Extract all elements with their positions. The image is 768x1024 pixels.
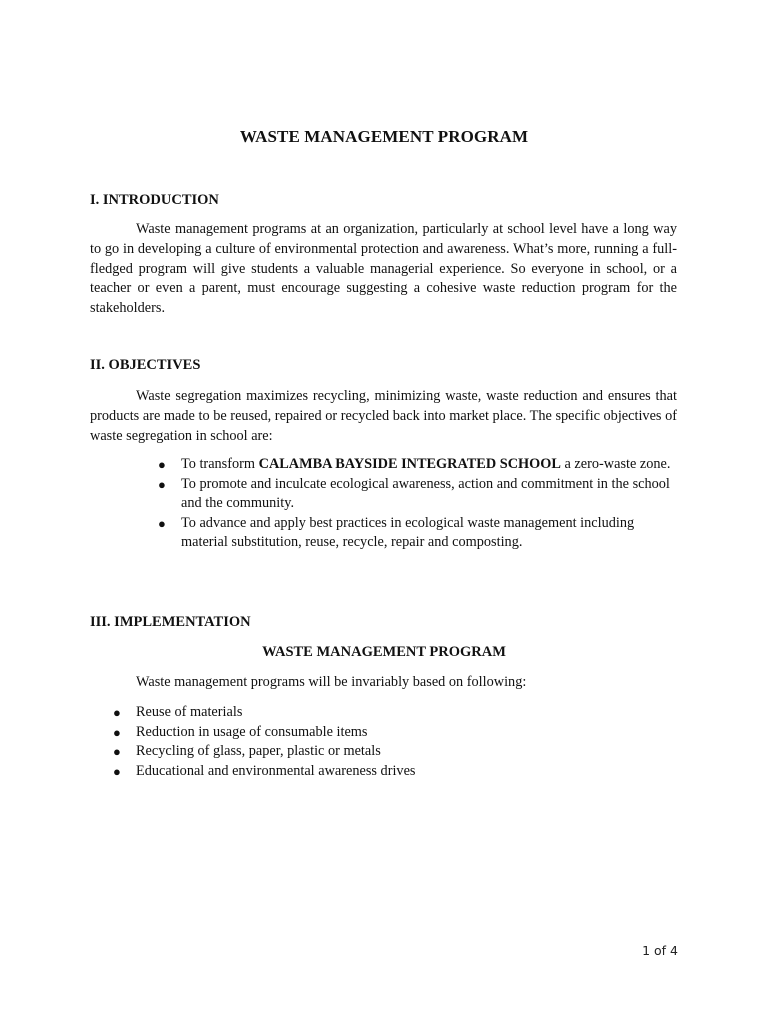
implementation-lead: Waste management programs will be invariably based on following: bbox=[136, 674, 527, 690]
introduction-paragraph: Waste management programs at an organization, particularly at school level have a long way to go in developing a culture of environmental protection and awareness. What’s more, running a full-fledged program will give students a valuable managerial experience. So everyone in school, or a teacher or even a parent, must encourage suggesting a cohesive waste reduction program for the stakeholders. bbox=[90, 221, 677, 317]
objectives-paragraph: Waste segregation maximizes recycling, minimizing waste, waste reduction and ensures that products are made to be reused, repaired or recycled back into market place. The specific objectives of waste segregation in school are: bbox=[90, 388, 677, 444]
bullet-icon: ● bbox=[158, 515, 166, 531]
section-heading-introduction: I. INTRODUCTION bbox=[90, 192, 219, 208]
list-item bbox=[158, 455, 671, 475]
objective-text: To promote and inculcate ecological awareness, action and commitment in the school and the community. bbox=[181, 475, 670, 512]
objective-text-prefix: To transform bbox=[181, 456, 259, 472]
document-title: WASTE MANAGEMENT PROGRAM bbox=[239, 127, 529, 146]
objective-text: To advance and apply best practices in ecological waste management including material substitution, reuse, recycle, repair and composting. bbox=[181, 514, 635, 551]
list-item bbox=[158, 475, 671, 514]
implementation-item-text: Reduction in usage of consumable items bbox=[136, 723, 368, 740]
list-item bbox=[113, 742, 636, 762]
implementation-item-text: Reuse of materials bbox=[136, 704, 243, 720]
list-item bbox=[158, 514, 671, 553]
implementation-subheading: WASTE MANAGEMENT PROGRAM bbox=[262, 644, 506, 660]
implementation-item-text: Recycling of glass, paper, plastic or metals bbox=[136, 743, 381, 760]
implementation-item-text: Educational and environmental awareness drives bbox=[136, 762, 416, 779]
objective-text-suffix: a zero-waste zone. bbox=[560, 456, 671, 472]
implementation-list bbox=[113, 703, 636, 781]
list-item bbox=[113, 762, 636, 782]
bullet-icon: ● bbox=[113, 705, 121, 720]
section-heading-implementation: III. IMPLEMENTATION bbox=[90, 614, 251, 630]
bullet-icon: ● bbox=[113, 724, 121, 740]
list-item bbox=[113, 723, 636, 743]
bullet-icon: ● bbox=[158, 457, 166, 472]
page-indicator: 1 of 4 bbox=[642, 943, 678, 958]
bullet-icon: ● bbox=[113, 744, 121, 760]
section-heading-objectives: II. OBJECTIVES bbox=[90, 357, 201, 373]
objectives-list bbox=[158, 455, 671, 553]
list-item bbox=[113, 703, 636, 723]
bullet-icon: ● bbox=[113, 763, 121, 779]
school-name: CALAMBA BAYSIDE INTEGRATED SCHOOL bbox=[258, 456, 561, 472]
bullet-icon: ● bbox=[158, 476, 166, 492]
